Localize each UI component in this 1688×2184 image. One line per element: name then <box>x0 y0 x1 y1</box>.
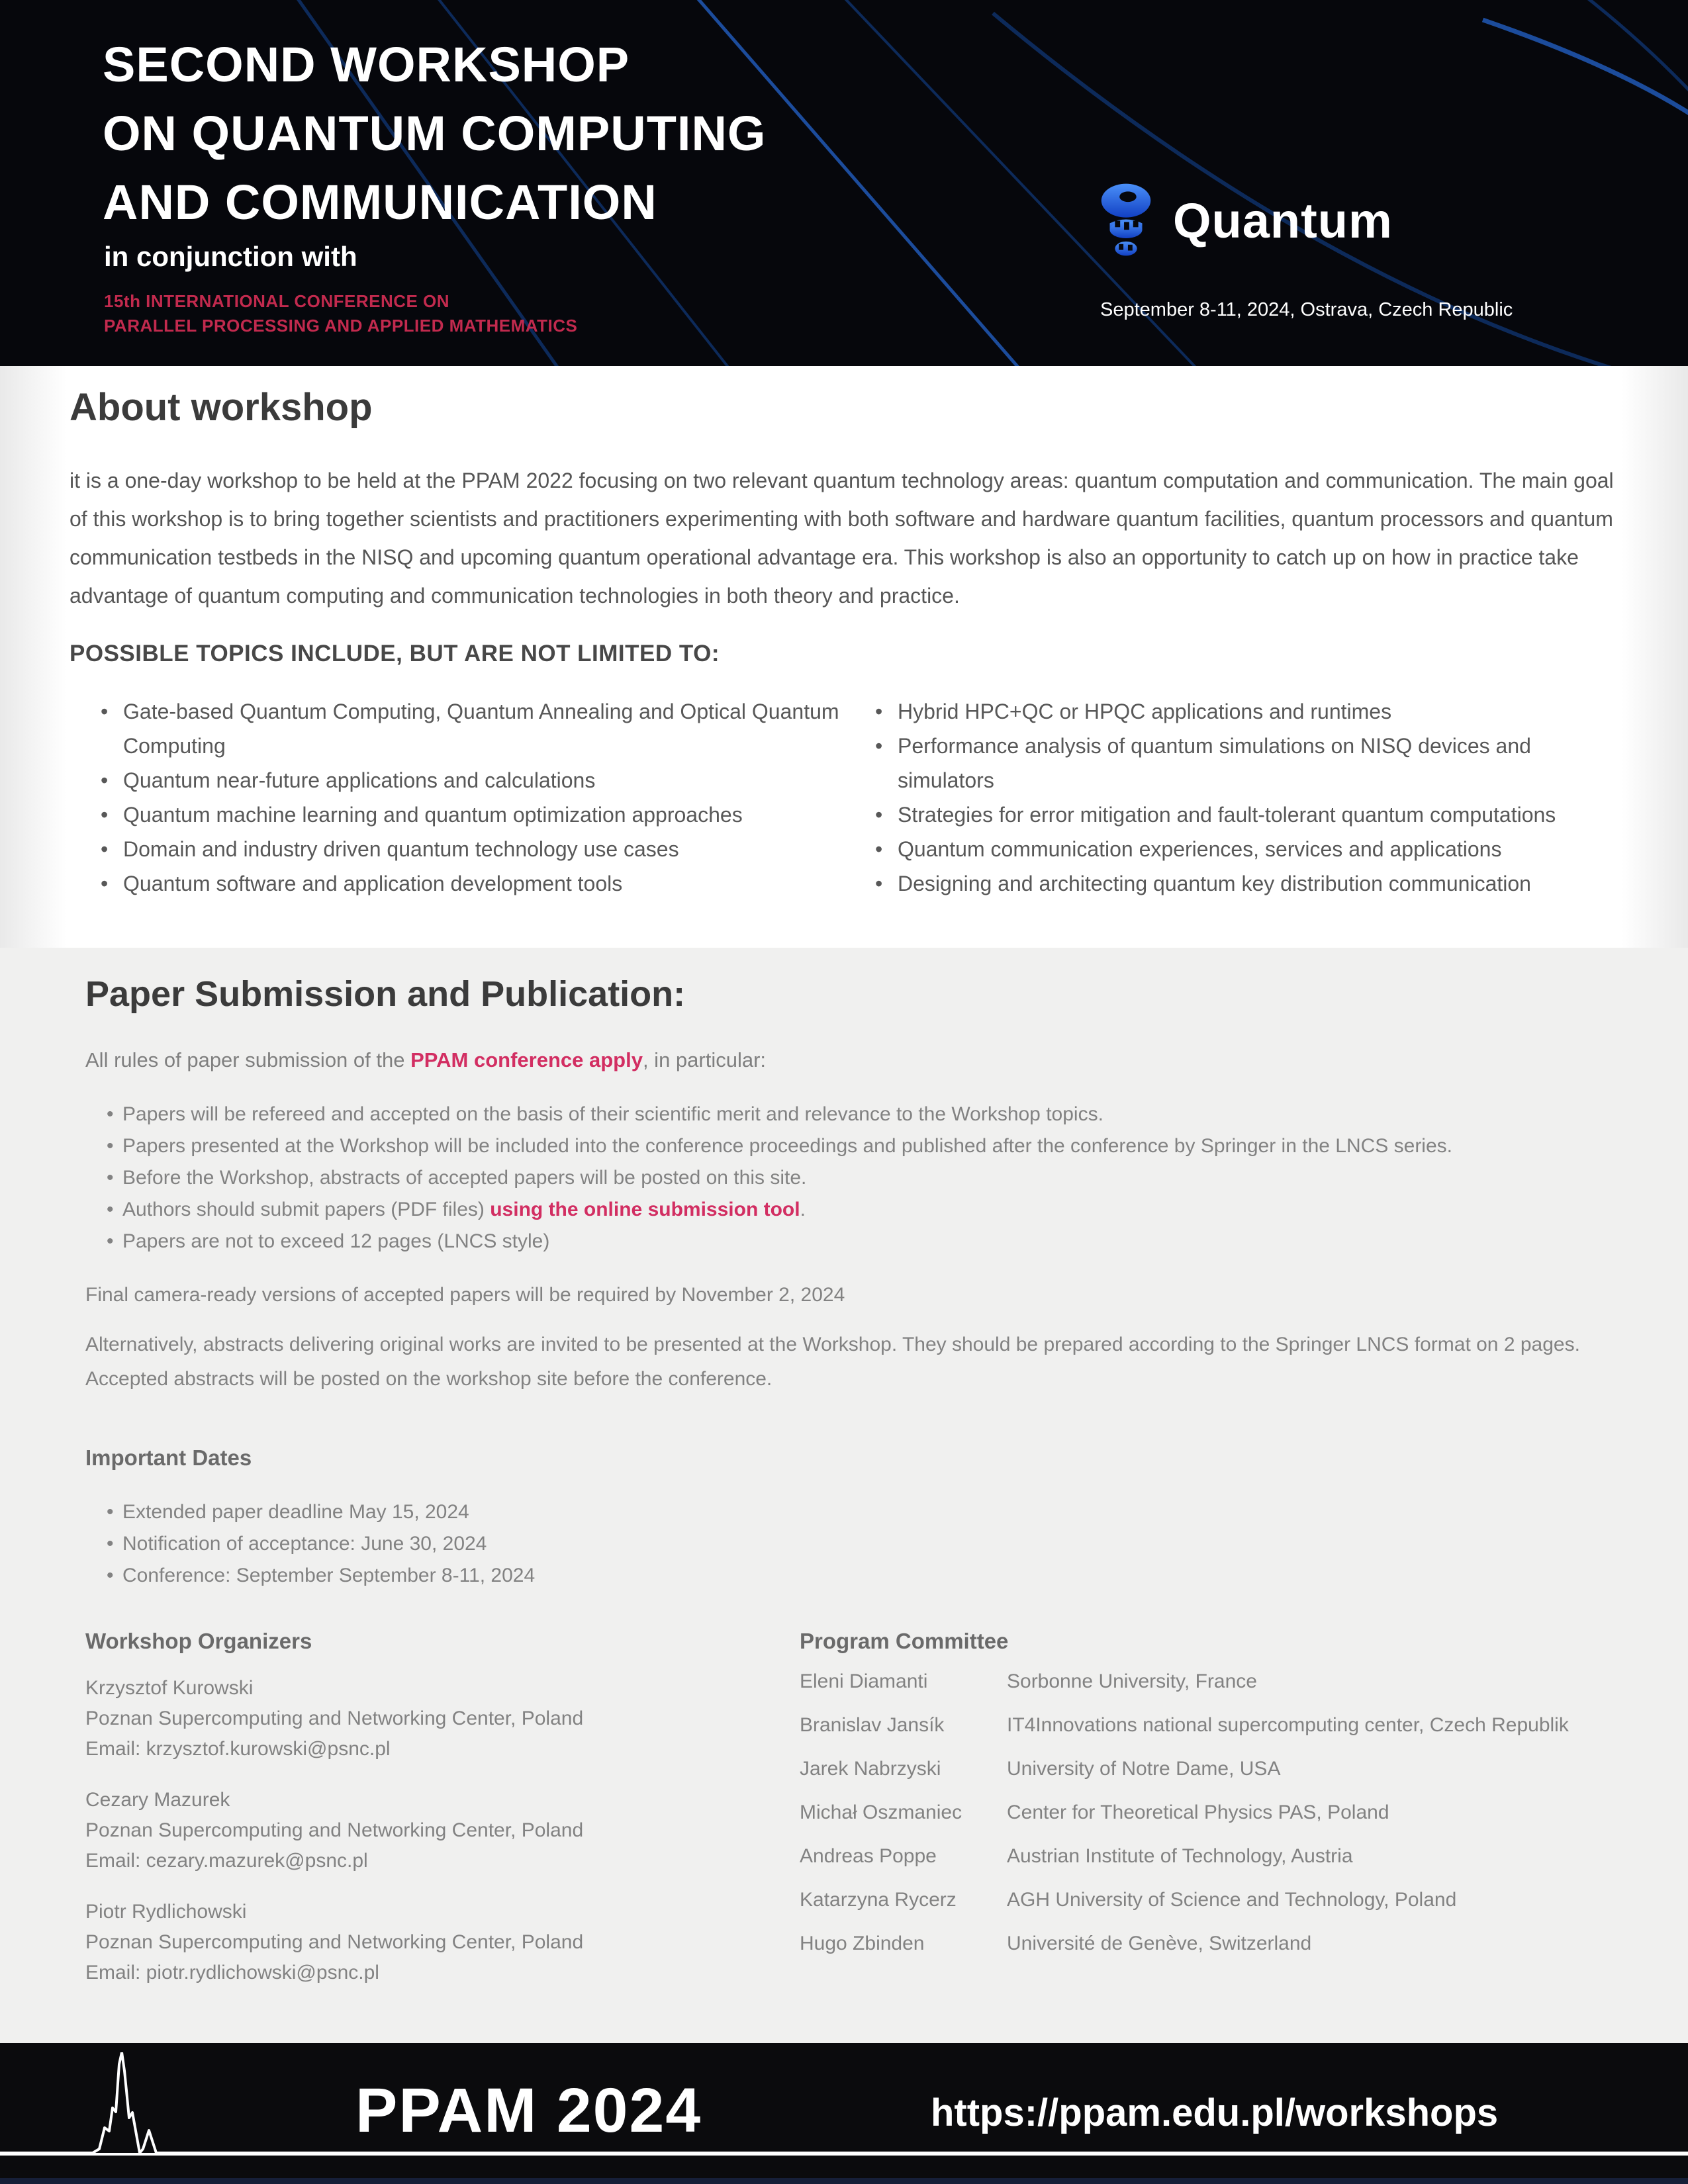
submission-heading: Paper Submission and Publication: <box>85 974 686 1014</box>
committee-member-affiliation: AGH University of Science and Technology, Poland <box>1007 1889 1457 1911</box>
event-date-location: September 8-11, 2024, Ostrava, Czech Republic <box>1100 299 1513 320</box>
ppam-conference-link[interactable]: PPAM conference apply <box>410 1048 643 1071</box>
submission-rules-list <box>85 1099 1615 1257</box>
submission-intro <box>85 1046 1615 1075</box>
committee-member-affiliation: Université de Genève, Switzerland <box>1007 1933 1312 1954</box>
topic-item: • Designing and architecting quantum key distribution communication <box>871 866 1618 901</box>
topic-item: • Strategies for error mitigation and fault-tolerant quantum computations <box>871 797 1618 832</box>
committee-member-affiliation: IT4Innovations national supercomputing center, Czech Republik <box>1007 1714 1569 1736</box>
about-heading: About workshop <box>70 386 373 429</box>
footer-brand: PPAM 2024 <box>355 2075 702 2146</box>
organizers-column <box>85 1628 800 2009</box>
committee-heading: Program Committee <box>800 1629 1009 1653</box>
topics-list-right <box>844 694 1618 901</box>
committee-column <box>800 1628 1615 2009</box>
committee-member-affiliation: Sorbonne University, France <box>1007 1670 1257 1692</box>
workshop-title-line: SECOND WORKSHOP <box>103 37 630 92</box>
committee-member-name: Michał Oszmaniec <box>800 1801 962 1823</box>
important-date-item: • Conference: September September 8-11, 2024 <box>85 1560 1615 1592</box>
submission-rule-item: • Papers are not to exceed 12 pages (LNCS style) <box>85 1226 1615 1257</box>
organizer-block <box>85 1785 800 1876</box>
organizers-list <box>85 1673 800 1988</box>
committee-row <box>800 1803 1615 1823</box>
online-submission-tool-link[interactable]: using the online submission tool <box>490 1199 800 1220</box>
committee-row <box>800 1846 1615 1866</box>
submission-rule-item: • Papers will be refereed and accepted on the basis of their scientific merit and relevance to the Workshop topics. <box>85 1099 1615 1130</box>
topics-list-left <box>70 694 844 901</box>
committee-row <box>800 1672 1615 1692</box>
committee-row <box>800 1890 1615 1910</box>
people-columns <box>85 1628 1615 2009</box>
footer-banner <box>0 2043 1688 2184</box>
committee-member-affiliation: Austrian Institute of Technology, Austria <box>1007 1845 1353 1867</box>
committee-row <box>800 1759 1615 1779</box>
topic-item: • Quantum machine learning and quantum optimization approaches <box>97 797 844 832</box>
topic-item: • Hybrid HPC+QC or HPQC applications and runtimes <box>871 694 1618 729</box>
workshop-title-line: AND COMMUNICATION <box>103 175 657 230</box>
abstracts-alternative-note: Alternatively, abstracts delivering original works are invited to be presented at the Workshop. They should be prepared according to the Springer LNCS format on 2 pages. Accepted abstracts will be posted on the workshop site before the conference. <box>85 1334 1580 1390</box>
submission-rule-text: Authors should submit papers (PDF files) <box>122 1199 491 1220</box>
topic-item: • Quantum software and application development tools <box>97 866 844 901</box>
submission-rule-item: • Papers presented at the Workshop will be included into the conference proceedings and published after the conference by Springer in the LNCS series. <box>85 1130 1615 1162</box>
topic-item: • Gate-based Quantum Computing, Quantum Annealing and Optical Quantum Computing <box>97 694 844 763</box>
organizer-email: Email: krzysztof.kurowski@psnc.pl <box>85 1738 391 1760</box>
topic-item: • Performance analysis of quantum simulations on NISQ devices and simulators <box>871 729 1618 797</box>
organizer-affiliation: Poznan Supercomputing and Networking Center, Poland <box>85 1931 584 1953</box>
submission-section <box>0 948 1688 2043</box>
submission-rule-item: • Before the Workshop, abstracts of accepted papers will be posted on this site. <box>85 1162 1615 1194</box>
city-skyline-icon <box>74 2052 220 2157</box>
organizer-block <box>85 1673 800 1764</box>
in-conjunction-label: in conjunction with <box>104 241 357 272</box>
organizer-name: Krzysztof Kurowski <box>85 1677 254 1699</box>
topic-item: • Quantum communication experiences, services and applications <box>871 832 1618 866</box>
committee-row <box>800 1934 1615 1954</box>
about-paragraph: it is a one-day workshop to be held at the PPAM 2022 focusing on two relevant quantum technology areas: quantum computation and communication. The main goal of this workshop is to bring together scientists and practitioners experimenting with both software and hardware quantum facilities, quantum processors and quantum communication testbeds in the NISQ and upcoming quantum operational advantage era. This workshop is also an opportunity to catch up on how in practice take advantage of quantum computing and communication technologies in both theory and practice. <box>70 469 1614 608</box>
quantum-logo <box>1094 183 1393 258</box>
workshop-title <box>103 30 767 237</box>
topics-columns <box>70 694 1618 901</box>
committee-list <box>800 1672 1615 1954</box>
organizers-heading: Workshop Organizers <box>85 1629 312 1653</box>
submission-rule-item <box>85 1194 1615 1226</box>
topic-item: • Domain and industry driven quantum technology use cases <box>97 832 844 866</box>
committee-member-affiliation: University of Notre Dame, USA <box>1007 1758 1281 1780</box>
about-section <box>0 366 1688 948</box>
committee-member-affiliation: Center for Theoretical Physics PAS, Poland <box>1007 1801 1389 1823</box>
conference-name <box>104 289 577 338</box>
workshop-title-line: ON QUANTUM COMPUTING <box>103 106 767 161</box>
committee-member-name: Jarek Nabrzyski <box>800 1758 941 1780</box>
committee-member-name: Katarzyna Rycerz <box>800 1889 957 1911</box>
important-dates-list <box>85 1496 1615 1592</box>
submission-intro-suffix: , in particular: <box>642 1048 767 1071</box>
organizer-email: Email: piotr.rydlichowski@psnc.pl <box>85 1962 379 1983</box>
committee-member-name: Hugo Zbinden <box>800 1933 925 1954</box>
workshops-url-link[interactable]: https://ppam.edu.pl/workshops <box>931 2091 1499 2134</box>
quantum-logo-icon <box>1094 183 1158 258</box>
submission-intro-prefix: All rules of paper submission of the <box>85 1048 411 1071</box>
conference-name-line: PARALLEL PROCESSING AND APPLIED MATHEMATICS <box>104 316 578 336</box>
organizer-affiliation: Poznan Supercomputing and Networking Center, Poland <box>85 1819 584 1841</box>
organizer-affiliation: Poznan Supercomputing and Networking Center, Poland <box>85 1707 584 1729</box>
header-banner <box>0 0 1688 366</box>
submission-rule-text: . <box>800 1199 806 1220</box>
committee-member-name: Andreas Poppe <box>800 1845 937 1867</box>
important-date-item: • Notification of acceptance: June 30, 2024 <box>85 1528 1615 1560</box>
organizer-email: Email: cezary.mazurek@psnc.pl <box>85 1850 368 1872</box>
organizer-name: Piotr Rydlichowski <box>85 1901 247 1923</box>
committee-member-name: Branislav Jansík <box>800 1714 945 1736</box>
topics-heading: POSSIBLE TOPICS INCLUDE, BUT ARE NOT LIMITED TO: <box>70 641 720 666</box>
important-date-item: • Extended paper deadline May 15, 2024 <box>85 1496 1615 1528</box>
quantum-logo-text: Quantum <box>1173 193 1393 248</box>
conference-name-line: 15th INTERNATIONAL CONFERENCE ON <box>104 291 450 311</box>
committee-row <box>800 1715 1615 1735</box>
topic-item: • Quantum near-future applications and calculations <box>97 763 844 797</box>
footer-divider <box>0 2152 1688 2156</box>
organizer-name: Cezary Mazurek <box>85 1789 230 1811</box>
organizer-block <box>85 1897 800 1988</box>
camera-ready-note: Final camera-ready versions of accepted papers will be required by November 2, 2024 <box>85 1284 845 1306</box>
important-dates-heading: Important Dates <box>85 1445 252 1470</box>
footer-bottom-strip <box>0 2178 1688 2184</box>
committee-member-name: Eleni Diamanti <box>800 1670 928 1692</box>
